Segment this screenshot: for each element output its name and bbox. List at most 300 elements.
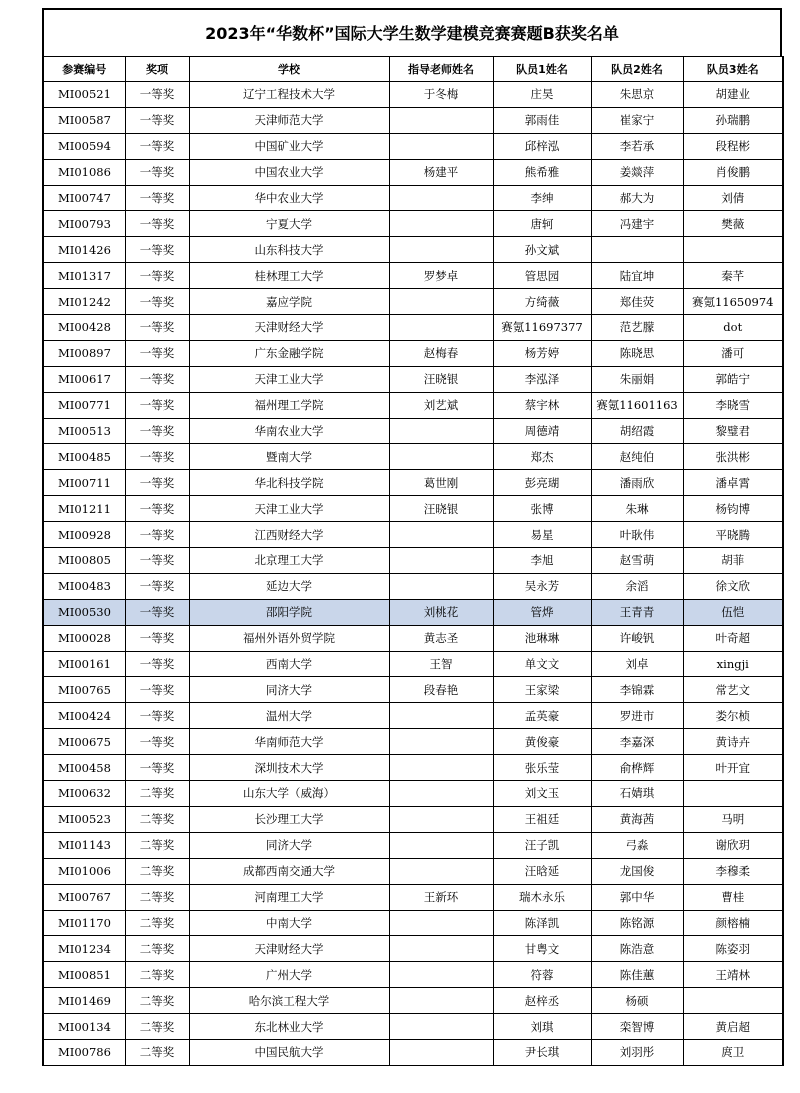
school-cell: 中国农业大学 — [189, 159, 389, 185]
award-cell: 一等奖 — [125, 522, 189, 548]
advisor-cell — [389, 1039, 493, 1065]
entry-id-cell: MI00483 — [43, 573, 125, 599]
member-3-cell: 樊薇 — [683, 211, 783, 237]
member-1-cell: 管思园 — [493, 263, 591, 289]
member-1-cell: 孙文斌 — [493, 237, 591, 263]
table-header-row — [43, 57, 783, 82]
member-2-cell: 陈浩意 — [591, 936, 683, 962]
table-row — [43, 470, 783, 496]
member-2-cell: 朱思京 — [591, 82, 683, 108]
member-3-cell: 潘可 — [683, 340, 783, 366]
award-cell: 一等奖 — [125, 418, 189, 444]
member-1-cell: 瑞木永乐 — [493, 884, 591, 910]
member-3-cell: 王靖林 — [683, 962, 783, 988]
entry-id-cell: MI00805 — [43, 548, 125, 574]
member-3-cell: 颜榕楠 — [683, 910, 783, 936]
table-row — [43, 392, 783, 418]
advisor-cell: 罗梦卓 — [389, 263, 493, 289]
advisor-cell: 黄志圣 — [389, 625, 493, 651]
school-cell: 成都西南交通大学 — [189, 858, 389, 884]
member-1-cell: 郭雨佳 — [493, 107, 591, 133]
advisor-cell: 刘桃花 — [389, 599, 493, 625]
advisor-cell — [389, 962, 493, 988]
table-row — [43, 1039, 783, 1065]
header-member-3: 队员3姓名 — [683, 57, 783, 82]
member-2-cell: 陆宜坤 — [591, 263, 683, 289]
member-1-cell: 赵梓丞 — [493, 988, 591, 1014]
entry-id-cell: MI00786 — [43, 1039, 125, 1065]
school-cell: 温州大学 — [189, 703, 389, 729]
school-cell: 天津工业大学 — [189, 366, 389, 392]
school-cell: 华中农业大学 — [189, 185, 389, 211]
entry-id-cell: MI00523 — [43, 806, 125, 832]
school-cell: 延边大学 — [189, 573, 389, 599]
school-cell: 嘉应学院 — [189, 289, 389, 315]
school-cell: 天津财经大学 — [189, 315, 389, 341]
entry-id-cell: MI00767 — [43, 884, 125, 910]
member-3-cell: 黄诗卉 — [683, 729, 783, 755]
award-cell: 一等奖 — [125, 340, 189, 366]
table-row — [43, 522, 783, 548]
header-member-2: 队员2姓名 — [591, 57, 683, 82]
member-2-cell: 刘卓 — [591, 651, 683, 677]
member-1-cell: 周德靖 — [493, 418, 591, 444]
member-1-cell: 赛氪11697377 — [493, 315, 591, 341]
advisor-cell — [389, 755, 493, 781]
award-cell: 一等奖 — [125, 107, 189, 133]
school-cell: 天津财经大学 — [189, 936, 389, 962]
member-1-cell: 易星 — [493, 522, 591, 548]
member-1-cell: 庄昊 — [493, 82, 591, 108]
header-member-1: 队员1姓名 — [493, 57, 591, 82]
member-1-cell: 李旭 — [493, 548, 591, 574]
school-cell: 暨南大学 — [189, 444, 389, 470]
entry-id-cell: MI00765 — [43, 677, 125, 703]
table-row — [43, 548, 783, 574]
member-1-cell: 尹长琪 — [493, 1039, 591, 1065]
school-cell: 同济大学 — [189, 677, 389, 703]
advisor-cell — [389, 315, 493, 341]
member-2-cell: 胡绍霞 — [591, 418, 683, 444]
entry-id-cell: MI00771 — [43, 392, 125, 418]
school-cell: 深圳技术大学 — [189, 755, 389, 781]
award-cell: 一等奖 — [125, 159, 189, 185]
entry-id-cell: MI01211 — [43, 496, 125, 522]
entry-id-cell: MI01006 — [43, 858, 125, 884]
member-3-cell: 伍恺 — [683, 599, 783, 625]
entry-id-cell: MI01426 — [43, 237, 125, 263]
advisor-cell: 赵梅春 — [389, 340, 493, 366]
school-cell: 邵阳学院 — [189, 599, 389, 625]
member-2-cell: 陈晓思 — [591, 340, 683, 366]
table-row — [43, 418, 783, 444]
member-1-cell: 孟英豪 — [493, 703, 591, 729]
table-row — [43, 211, 783, 237]
member-3-cell: 曹桂 — [683, 884, 783, 910]
table-row — [43, 910, 783, 936]
table-row — [43, 599, 783, 625]
advisor-cell: 于冬梅 — [389, 82, 493, 108]
award-cell: 二等奖 — [125, 806, 189, 832]
member-1-cell: 郑杰 — [493, 444, 591, 470]
entry-id-cell: MI00485 — [43, 444, 125, 470]
member-2-cell: 石婧琪 — [591, 781, 683, 807]
entry-id-cell: MI00711 — [43, 470, 125, 496]
member-2-cell: 栾智博 — [591, 1014, 683, 1040]
member-3-cell: 李穆柔 — [683, 858, 783, 884]
table-row — [43, 1014, 783, 1040]
school-cell: 哈尔滨工程大学 — [189, 988, 389, 1014]
member-1-cell: 管烨 — [493, 599, 591, 625]
member-2-cell: 罗进市 — [591, 703, 683, 729]
member-1-cell: 李绅 — [493, 185, 591, 211]
member-3-cell: 肖俊鹏 — [683, 159, 783, 185]
award-cell: 一等奖 — [125, 703, 189, 729]
entry-id-cell: MI00897 — [43, 340, 125, 366]
member-3-cell: 郭皓宁 — [683, 366, 783, 392]
table-row — [43, 962, 783, 988]
school-cell: 同济大学 — [189, 832, 389, 858]
member-3-cell: dot — [683, 315, 783, 341]
entry-id-cell: MI01234 — [43, 936, 125, 962]
award-cell: 一等奖 — [125, 315, 189, 341]
advisor-cell — [389, 781, 493, 807]
member-3-cell: 谢欣玥 — [683, 832, 783, 858]
entry-id-cell: MI01170 — [43, 910, 125, 936]
award-cell: 一等奖 — [125, 651, 189, 677]
member-2-cell: 李若承 — [591, 133, 683, 159]
entry-id-cell: MI00424 — [43, 703, 125, 729]
school-cell: 天津工业大学 — [189, 496, 389, 522]
member-2-cell: 黄海茜 — [591, 806, 683, 832]
member-2-cell: 俞桦辉 — [591, 755, 683, 781]
member-3-cell: 赛氪11650974 — [683, 289, 783, 315]
school-cell: 中国民航大学 — [189, 1039, 389, 1065]
member-2-cell: 赵雪萌 — [591, 548, 683, 574]
award-cell: 二等奖 — [125, 962, 189, 988]
member-1-cell: 符蓉 — [493, 962, 591, 988]
table-row — [43, 625, 783, 651]
award-cell: 一等奖 — [125, 392, 189, 418]
member-3-cell: 陈姿羽 — [683, 936, 783, 962]
entry-id-cell: MI01242 — [43, 289, 125, 315]
member-3-cell: 刘倩 — [683, 185, 783, 211]
header-award: 奖项 — [125, 57, 189, 82]
member-2-cell: 冯建宇 — [591, 211, 683, 237]
advisor-cell — [389, 1014, 493, 1040]
member-2-cell: 叶耿伟 — [591, 522, 683, 548]
member-3-cell: 杨钧博 — [683, 496, 783, 522]
table-row — [43, 858, 783, 884]
table-row — [43, 884, 783, 910]
award-cell: 一等奖 — [125, 548, 189, 574]
table-row — [43, 315, 783, 341]
table-row — [43, 133, 783, 159]
advisor-cell — [389, 910, 493, 936]
table-row — [43, 677, 783, 703]
award-cell: 一等奖 — [125, 263, 189, 289]
school-cell: 东北林业大学 — [189, 1014, 389, 1040]
member-2-cell: 刘羽彤 — [591, 1039, 683, 1065]
advisor-cell — [389, 289, 493, 315]
member-2-cell: 郑佳荧 — [591, 289, 683, 315]
member-3-cell: 胡建业 — [683, 82, 783, 108]
award-cell: 一等奖 — [125, 625, 189, 651]
member-1-cell: 刘文玉 — [493, 781, 591, 807]
advisor-cell — [389, 988, 493, 1014]
member-2-cell: 王青青 — [591, 599, 683, 625]
member-3-cell: 潘卓霄 — [683, 470, 783, 496]
entry-id-cell: MI00513 — [43, 418, 125, 444]
header-school: 学校 — [189, 57, 389, 82]
advisor-cell — [389, 729, 493, 755]
award-cell: 一等奖 — [125, 729, 189, 755]
table-row — [43, 444, 783, 470]
member-1-cell: 邱梓泓 — [493, 133, 591, 159]
table-row — [43, 832, 783, 858]
award-cell: 一等奖 — [125, 755, 189, 781]
member-3-cell: 叶奇超 — [683, 625, 783, 651]
member-3-cell: 娄尔桢 — [683, 703, 783, 729]
advisor-cell — [389, 133, 493, 159]
school-cell: 中国矿业大学 — [189, 133, 389, 159]
school-cell: 华南农业大学 — [189, 418, 389, 444]
award-cell: 二等奖 — [125, 858, 189, 884]
member-3-cell: 黄启超 — [683, 1014, 783, 1040]
table-row — [43, 237, 783, 263]
advisor-cell — [389, 237, 493, 263]
member-3-cell — [683, 237, 783, 263]
entry-id-cell: MI00747 — [43, 185, 125, 211]
entry-id-cell: MI00594 — [43, 133, 125, 159]
table-row — [43, 729, 783, 755]
member-1-cell: 甘粤文 — [493, 936, 591, 962]
award-cell: 二等奖 — [125, 910, 189, 936]
table-row — [43, 366, 783, 392]
member-1-cell: 汪晗延 — [493, 858, 591, 884]
entry-id-cell: MI00793 — [43, 211, 125, 237]
advisor-cell — [389, 444, 493, 470]
advisor-cell: 杨建平 — [389, 159, 493, 185]
member-2-cell: 李嘉深 — [591, 729, 683, 755]
table-row — [43, 107, 783, 133]
member-1-cell: 张博 — [493, 496, 591, 522]
advisor-cell: 王新环 — [389, 884, 493, 910]
table-row — [43, 159, 783, 185]
award-cell: 二等奖 — [125, 832, 189, 858]
table-row — [43, 806, 783, 832]
award-cell: 一等奖 — [125, 237, 189, 263]
table-row — [43, 82, 783, 108]
award-cell: 二等奖 — [125, 936, 189, 962]
entry-id-cell: MI00617 — [43, 366, 125, 392]
member-2-cell: 崔家宁 — [591, 107, 683, 133]
award-cell: 一等奖 — [125, 573, 189, 599]
entry-id-cell: MI00675 — [43, 729, 125, 755]
table-row — [43, 781, 783, 807]
advisor-cell: 王智 — [389, 651, 493, 677]
school-cell: 桂林理工大学 — [189, 263, 389, 289]
member-2-cell: 郭中华 — [591, 884, 683, 910]
member-2-cell: 李锦霖 — [591, 677, 683, 703]
advisor-cell: 汪晓银 — [389, 496, 493, 522]
entry-id-cell: MI00134 — [43, 1014, 125, 1040]
table-row — [43, 755, 783, 781]
member-1-cell: 刘琪 — [493, 1014, 591, 1040]
member-3-cell: 常艺文 — [683, 677, 783, 703]
award-cell: 二等奖 — [125, 884, 189, 910]
award-cell: 一等奖 — [125, 599, 189, 625]
member-2-cell: 陈铭源 — [591, 910, 683, 936]
table-row — [43, 185, 783, 211]
member-1-cell: 单文文 — [493, 651, 591, 677]
award-list-sheet — [42, 8, 782, 1066]
entry-id-cell: MI00632 — [43, 781, 125, 807]
award-cell: 一等奖 — [125, 444, 189, 470]
school-cell: 广州大学 — [189, 962, 389, 988]
school-cell: 中南大学 — [189, 910, 389, 936]
entry-id-cell: MI00521 — [43, 82, 125, 108]
school-cell: 山东大学（威海） — [189, 781, 389, 807]
advisor-cell — [389, 936, 493, 962]
advisor-cell — [389, 703, 493, 729]
member-1-cell: 陈泽凯 — [493, 910, 591, 936]
member-1-cell: 方绮薇 — [493, 289, 591, 315]
member-1-cell: 杨芳婷 — [493, 340, 591, 366]
entry-id-cell: MI01317 — [43, 263, 125, 289]
member-3-cell: 李晓雪 — [683, 392, 783, 418]
school-cell: 江西财经大学 — [189, 522, 389, 548]
member-2-cell: 潘雨欣 — [591, 470, 683, 496]
table-row — [43, 651, 783, 677]
member-2-cell: 许峻钒 — [591, 625, 683, 651]
school-cell: 福州理工学院 — [189, 392, 389, 418]
award-cell: 一等奖 — [125, 366, 189, 392]
member-2-cell: 郝大为 — [591, 185, 683, 211]
school-cell: 华北科技学院 — [189, 470, 389, 496]
member-1-cell: 张乐莹 — [493, 755, 591, 781]
entry-id-cell: MI00028 — [43, 625, 125, 651]
school-cell: 西南大学 — [189, 651, 389, 677]
award-cell: 一等奖 — [125, 289, 189, 315]
advisor-cell — [389, 522, 493, 548]
member-2-cell: 龙国俊 — [591, 858, 683, 884]
member-2-cell: 陈佳蕙 — [591, 962, 683, 988]
header-advisor: 指导老师姓名 — [389, 57, 493, 82]
table-row — [43, 340, 783, 366]
school-cell: 北京理工大学 — [189, 548, 389, 574]
member-3-cell: xingji — [683, 651, 783, 677]
advisor-cell: 汪晓银 — [389, 366, 493, 392]
award-cell: 一等奖 — [125, 133, 189, 159]
table-row — [43, 263, 783, 289]
header-entry-id: 参赛编号 — [43, 57, 125, 82]
member-2-cell: 余滔 — [591, 573, 683, 599]
advisor-cell — [389, 573, 493, 599]
member-1-cell: 汪子凯 — [493, 832, 591, 858]
member-1-cell: 蔡宇林 — [493, 392, 591, 418]
entry-id-cell: MI01143 — [43, 832, 125, 858]
member-1-cell: 李泓泽 — [493, 366, 591, 392]
table-row — [43, 703, 783, 729]
member-2-cell: 范艺朦 — [591, 315, 683, 341]
advisor-cell: 刘艺斌 — [389, 392, 493, 418]
entry-id-cell: MI00458 — [43, 755, 125, 781]
member-3-cell: 黎璧君 — [683, 418, 783, 444]
member-3-cell: 叶开宜 — [683, 755, 783, 781]
member-2-cell — [591, 237, 683, 263]
advisor-cell — [389, 858, 493, 884]
advisor-cell — [389, 806, 493, 832]
entry-id-cell: MI00428 — [43, 315, 125, 341]
award-cell: 二等奖 — [125, 988, 189, 1014]
table-body — [43, 82, 783, 1066]
member-3-cell: 胡菲 — [683, 548, 783, 574]
advisor-cell — [389, 548, 493, 574]
member-2-cell: 弓淼 — [591, 832, 683, 858]
member-2-cell: 朱丽娟 — [591, 366, 683, 392]
advisor-cell — [389, 832, 493, 858]
advisor-cell — [389, 185, 493, 211]
member-2-cell: 朱琳 — [591, 496, 683, 522]
award-cell: 一等奖 — [125, 185, 189, 211]
member-3-cell: 段程彬 — [683, 133, 783, 159]
table-row — [43, 573, 783, 599]
member-3-cell: 庹卫 — [683, 1039, 783, 1065]
entry-id-cell: MI01086 — [43, 159, 125, 185]
advisor-cell: 段春艳 — [389, 677, 493, 703]
award-cell: 一等奖 — [125, 82, 189, 108]
advisor-cell — [389, 107, 493, 133]
school-cell: 山东科技大学 — [189, 237, 389, 263]
table-row — [43, 289, 783, 315]
member-2-cell: 杨硕 — [591, 988, 683, 1014]
school-cell: 广东金融学院 — [189, 340, 389, 366]
member-1-cell: 熊希雅 — [493, 159, 591, 185]
advisor-cell: 葛世刚 — [389, 470, 493, 496]
award-cell: 一等奖 — [125, 677, 189, 703]
member-1-cell: 黄俊豪 — [493, 729, 591, 755]
member-1-cell: 彭亮瑚 — [493, 470, 591, 496]
member-3-cell: 平晓腾 — [683, 522, 783, 548]
member-1-cell: 吴永芳 — [493, 573, 591, 599]
member-2-cell: 赵纯伯 — [591, 444, 683, 470]
school-cell: 华南师范大学 — [189, 729, 389, 755]
member-1-cell: 池琳琳 — [493, 625, 591, 651]
table-row — [43, 936, 783, 962]
member-2-cell: 姜燚萍 — [591, 159, 683, 185]
entry-id-cell: MI00851 — [43, 962, 125, 988]
member-3-cell: 秦芊 — [683, 263, 783, 289]
advisor-cell — [389, 418, 493, 444]
member-1-cell: 唐轲 — [493, 211, 591, 237]
advisor-cell — [389, 211, 493, 237]
award-cell: 一等奖 — [125, 470, 189, 496]
award-table — [42, 56, 784, 1066]
member-1-cell: 王祖廷 — [493, 806, 591, 832]
school-cell: 河南理工大学 — [189, 884, 389, 910]
school-cell: 宁夏大学 — [189, 211, 389, 237]
award-cell: 一等奖 — [125, 211, 189, 237]
award-cell: 二等奖 — [125, 1039, 189, 1065]
member-3-cell: 徐文欣 — [683, 573, 783, 599]
member-1-cell: 王家梁 — [493, 677, 591, 703]
document-title: 2023年“华数杯”国际大学生数学建模竞赛赛题B获奖名单 — [42, 8, 782, 56]
member-3-cell — [683, 988, 783, 1014]
member-3-cell: 孙瑞鹏 — [683, 107, 783, 133]
award-cell: 一等奖 — [125, 496, 189, 522]
member-2-cell: 赛氪11601163 — [591, 392, 683, 418]
